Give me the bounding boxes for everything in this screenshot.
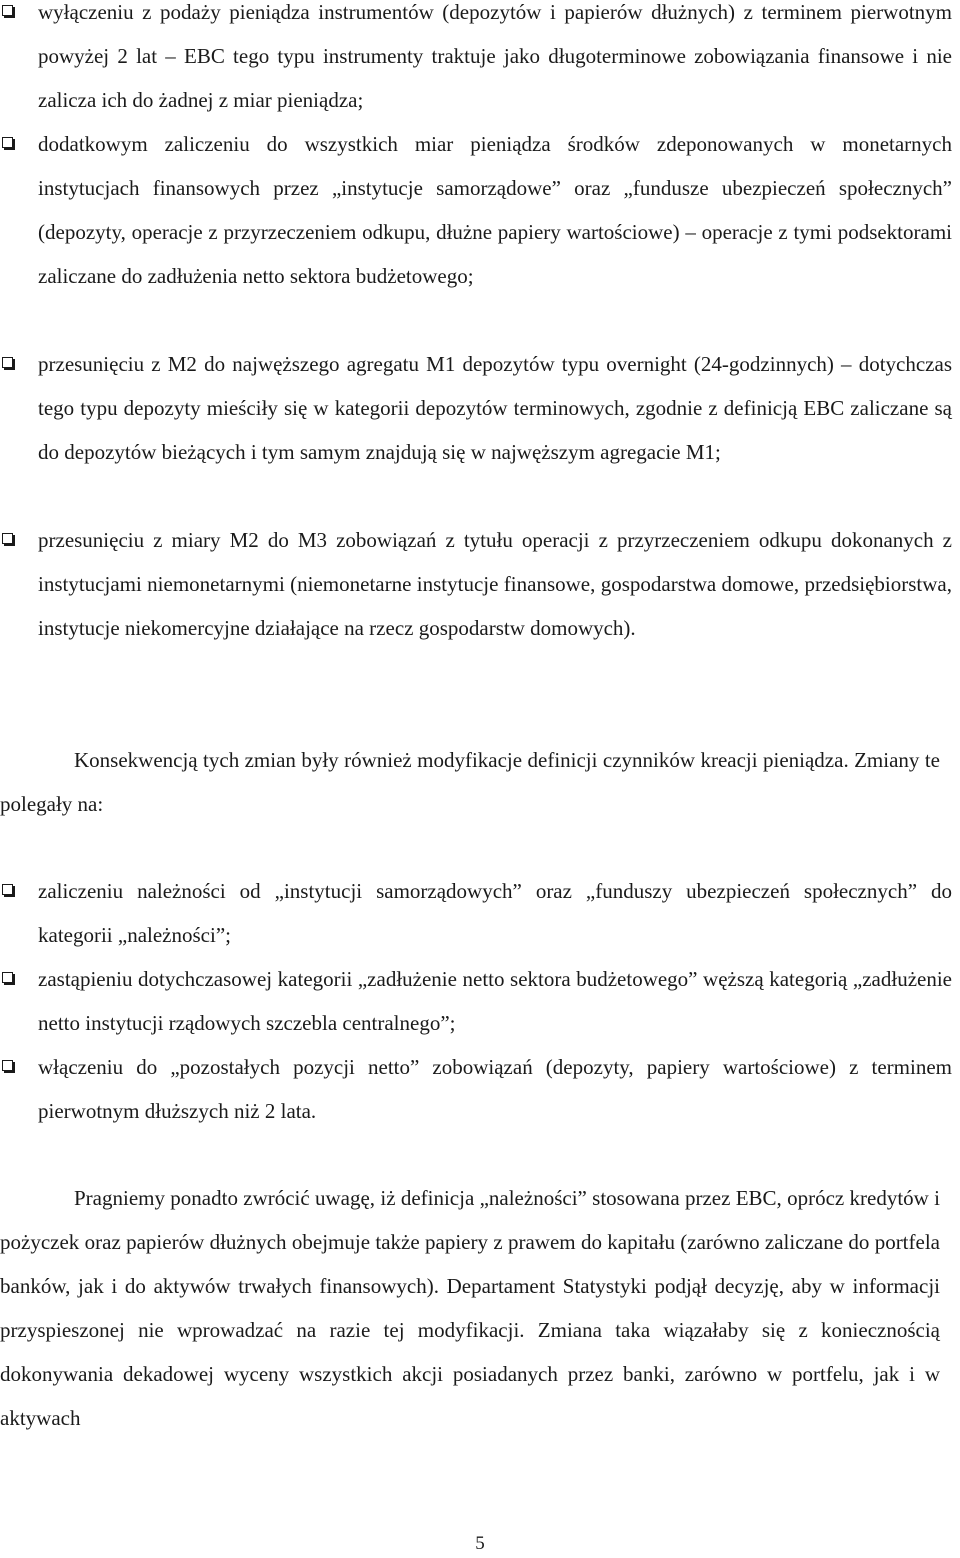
- checkbox-bullet-icon: [2, 1060, 13, 1071]
- list-item: [0, 869, 960, 957]
- list-item-text: dodatkowym zaliczeniu do wszystkich miar pieniądza środków zdeponowanych w monetarnych instytucjach finansowych przez „instytucje samorządowe” oraz „fundusze ubezpieczeń społecznych” (depozyty, operacje z przyrzeczeniem odkupu, dłużne papiery wartościowe) – operacje z tymi podsektorami zaliczane do zadłużenia netto sektora budżetowego;: [38, 132, 952, 288]
- checkbox-bullet-icon: [2, 137, 13, 148]
- page-number: 5: [475, 1533, 485, 1554]
- paragraph: Pragniemy ponadto zwrócić uwagę, iż definicja „należności” stosowana przez EBC, oprócz kredytów i pożyczek oraz papierów dłużnych obejmuje także papiery z prawem do kapitału (zarówno zaliczane do portfela banków, jak i do aktywów trwałych finansowych). Departament Statystyki podjął decyzję, aby w informacji przyspieszonej nie wprowadzać na razie tej modyfikacji. Zmiana taka wiązałaby się z koniecznością dokonywania dekadowej wyceny wszystkich akcji posiadanych przez banki, zarówno w portfelu, jak i w aktywach: [0, 1186, 940, 1430]
- list-item-text: przesunięciu z M2 do najwęższego agregatu M1 depozytów typu overnight (24-godzinnych) – dotychczas tego typu depozyty mieściły się w kategorii depozytów terminowych, zgodnie z definicją EBC zaliczane są do depozytów bieżących i tym samym znajdują się w najwęższym agregacie M1;: [38, 352, 952, 464]
- list-item-text: zastąpieniu dotychczasowej kategorii „zadłużenie netto sektora budżetowego” węższą kategorią „zadłużenie netto instytucji rządowych szczebla centralnego”;: [38, 967, 952, 1035]
- checkbox-bullet-icon: [2, 533, 13, 544]
- list-item: [0, 957, 960, 1045]
- checkbox-bullet-icon: [2, 357, 13, 368]
- list-item-text: wyłączeniu z podaży pieniądza instrumentów (depozytów i papierów dłużnych) z terminem pierwotnym powyżej 2 lat – EBC tego typu instrumenty traktuje jako długoterminowe zobowiązania finansowe i nie zalicza ich do żadnej z miar pieniądza;: [38, 0, 952, 112]
- list-item: [0, 122, 960, 298]
- paragraph: Konsekwencją tych zmian były również modyfikacje definicji czynników kreacji pieniądza. Zmiany te polegały na:: [0, 748, 940, 816]
- list-item: [0, 518, 960, 650]
- list-item-text: przesunięciu z miary M2 do M3 zobowiązań z tytułu operacji z przyrzeczeniem odkupu dokonanych z instytucjami niemonetarnymi (niemonetarne instytucje finansowe, gospodarstwa domowe, przedsiębiorstwa, instytucje niekomercyjne działające na rzecz gospodarstw domowych).: [38, 528, 952, 640]
- checkbox-bullet-icon: [2, 884, 13, 895]
- list-item-text: zaliczeniu należności od „instytucji samorządowych” oraz „funduszy ubezpieczeń społecznych” do kategorii „należności”;: [38, 879, 952, 947]
- checkbox-bullet-icon: [2, 972, 13, 983]
- list-item: [0, 1045, 960, 1133]
- checkbox-bullet-icon: [2, 5, 13, 16]
- list-item: [0, 0, 960, 122]
- list-item-text: włączeniu do „pozostałych pozycji netto” zobowiązań (depozyty, papiery wartościowe) z terminem pierwotnym dłuższych niż 2 lata.: [38, 1055, 952, 1123]
- list-item: [0, 342, 960, 474]
